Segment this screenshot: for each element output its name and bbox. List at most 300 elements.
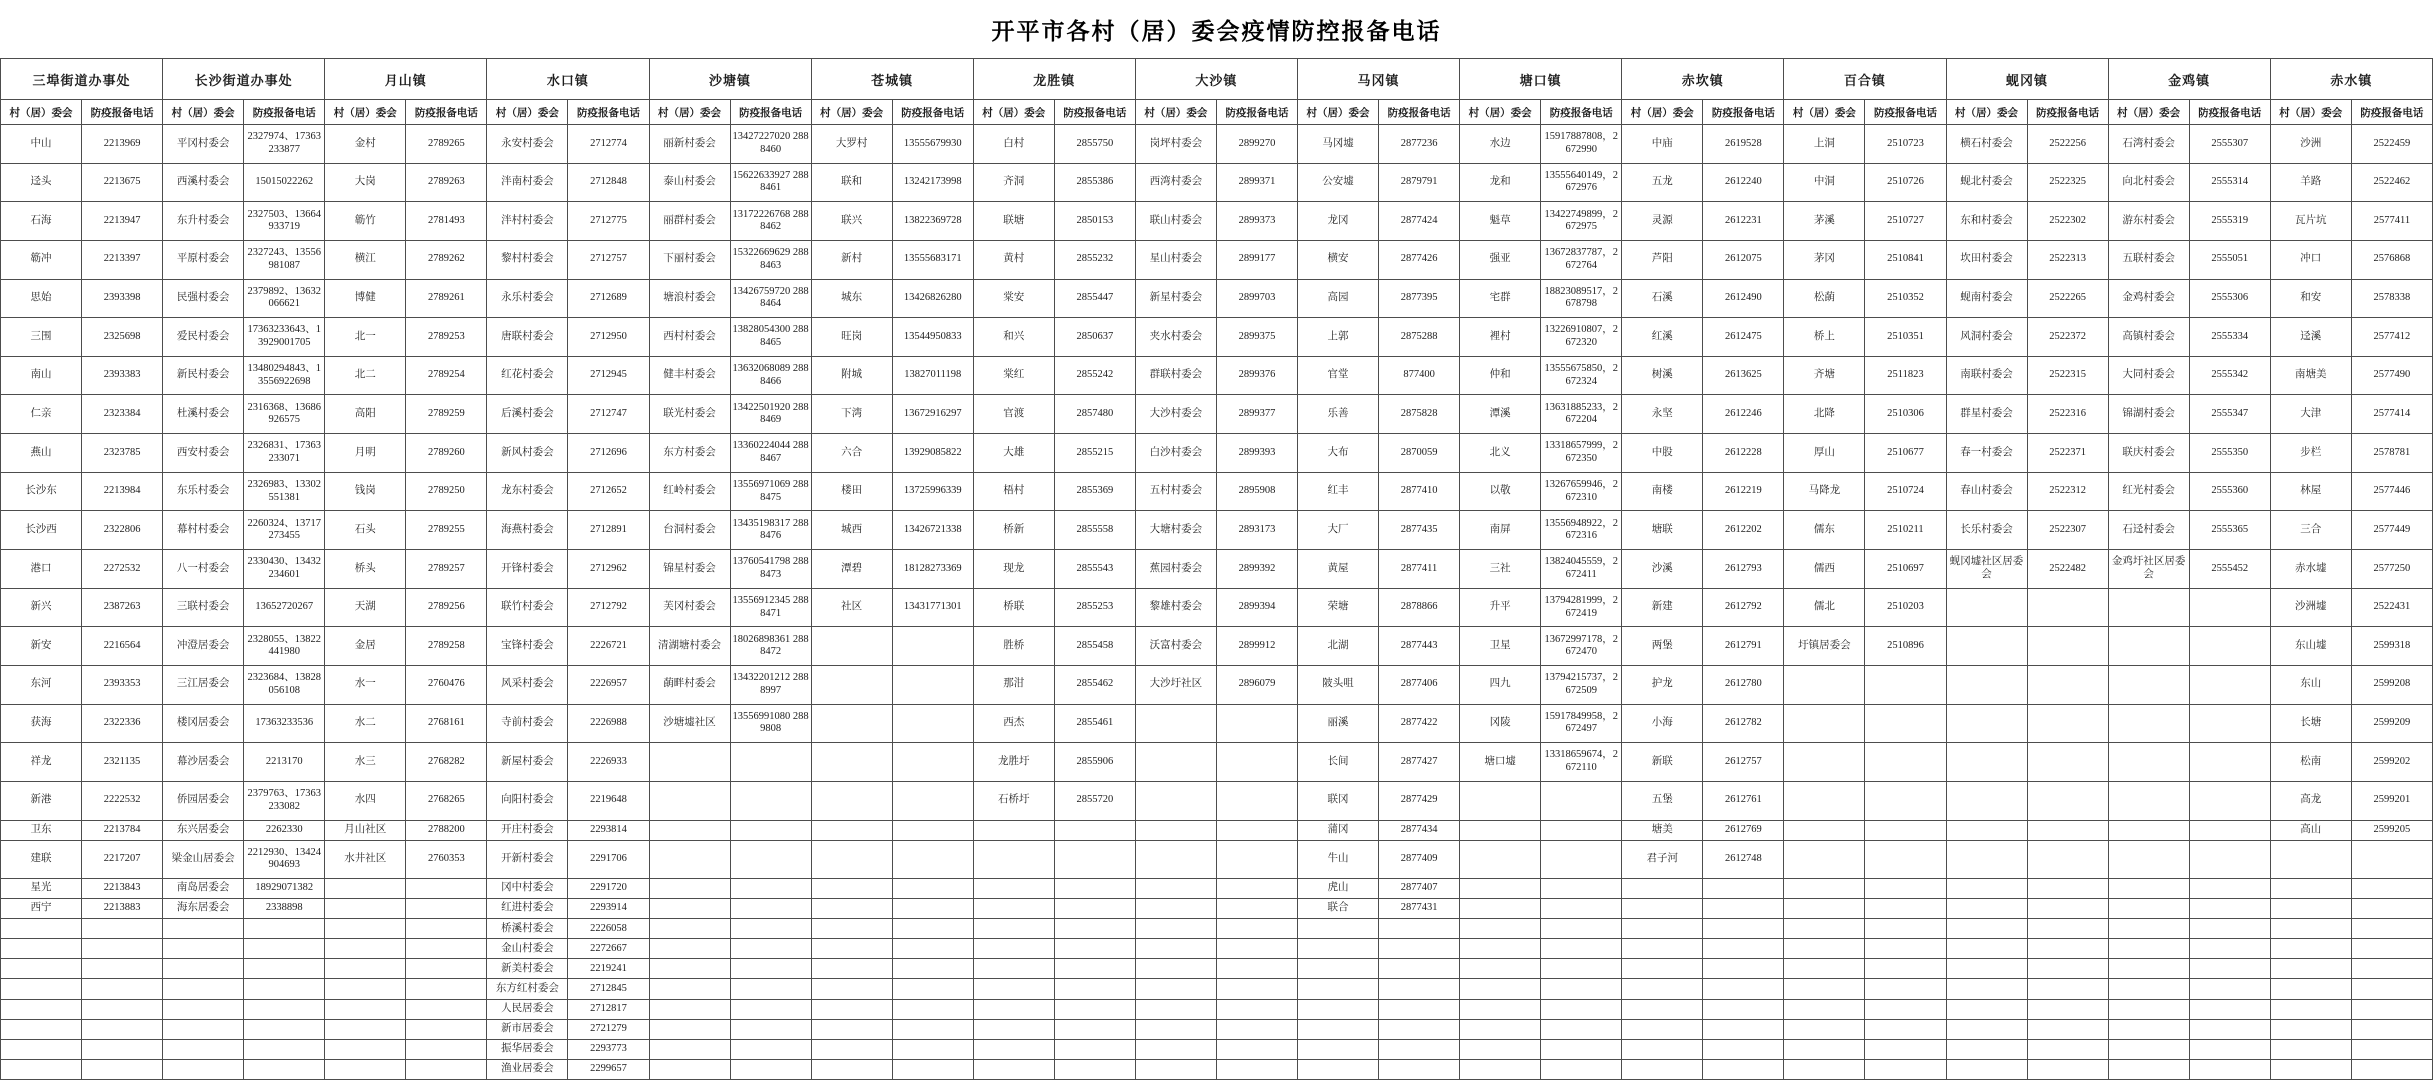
- village-cell: 联冈: [1298, 781, 1379, 820]
- village-cell: 中股: [1622, 434, 1703, 473]
- phone-column-header: 防疫报备电话: [1216, 100, 1297, 125]
- village-cell: 石海: [1, 202, 82, 241]
- phone-cell: 2510697: [1865, 550, 1946, 589]
- page-title: 开平市各村（居）委会疫情防控报备电话: [991, 18, 1442, 44]
- village-cell: 沙洲墟: [2270, 588, 2351, 627]
- village-cell: 龙东村委会: [487, 472, 568, 511]
- village-cell: 春一村委会: [1946, 434, 2027, 473]
- phone-column-header: 防疫报备电话: [1541, 100, 1622, 125]
- phone-cell: [1865, 1039, 1946, 1059]
- phone-cell: [1379, 999, 1460, 1019]
- phone-cell: 2899392: [1216, 550, 1297, 589]
- village-cell: 月明: [325, 434, 406, 473]
- village-cell: 齐塘: [1784, 356, 1865, 395]
- phone-cell: [1379, 1039, 1460, 1059]
- village-cell: 长沙西: [1, 511, 82, 550]
- village-cell: 水四: [325, 781, 406, 820]
- village-cell: [1135, 979, 1216, 999]
- phone-cell: 2272532: [82, 550, 163, 589]
- phone-cell: 2555319: [2189, 202, 2270, 241]
- village-column-header: 村（居）委会: [811, 100, 892, 125]
- phone-cell: 2216564: [82, 627, 163, 666]
- village-cell: 联山村委会: [1135, 202, 1216, 241]
- village-cell: [1784, 959, 1865, 979]
- village-cell: 桥溪村委会: [487, 919, 568, 939]
- phone-cell: [2027, 1019, 2108, 1039]
- phone-cell: [1541, 979, 1622, 999]
- phone-cell: 2326983、13302551381: [244, 472, 325, 511]
- table-row: [1, 879, 2433, 899]
- village-cell: [1135, 840, 1216, 879]
- village-cell: 芦阳: [1622, 240, 1703, 279]
- phone-cell: 2788200: [406, 820, 487, 840]
- phone-cell: 2613625: [1703, 356, 1784, 395]
- village-cell: [1460, 1039, 1541, 1059]
- village-cell: [1622, 879, 1703, 899]
- phone-cell: 2875288: [1379, 318, 1460, 357]
- village-cell: 陂头咀: [1298, 665, 1379, 704]
- phone-cell: 2899703: [1216, 279, 1297, 318]
- phone-cell: [1541, 1019, 1622, 1039]
- village-cell: 北二: [325, 356, 406, 395]
- phone-cell: [2351, 879, 2432, 899]
- village-cell: 林屋: [2270, 472, 2351, 511]
- phone-cell: [406, 899, 487, 919]
- village-cell: 高阳: [325, 395, 406, 434]
- phone-cell: [1865, 919, 1946, 939]
- village-cell: 灵源: [1622, 202, 1703, 241]
- village-cell: [1784, 1039, 1865, 1059]
- village-cell: 西杰: [973, 704, 1054, 743]
- village-cell: [2270, 959, 2351, 979]
- village-cell: 新安: [1, 627, 82, 666]
- phone-cell: 13929085822: [892, 434, 973, 473]
- phone-cell: 2522313: [2027, 240, 2108, 279]
- village-cell: 渔业居委会: [487, 1059, 568, 1079]
- phone-cell: [2189, 959, 2270, 979]
- village-cell: 卫星: [1460, 627, 1541, 666]
- village-cell: [2108, 704, 2189, 743]
- village-cell: 北湖: [1298, 627, 1379, 666]
- village-cell: [2270, 999, 2351, 1019]
- village-cell: 上郭: [1298, 318, 1379, 357]
- village-cell: 幕村村委会: [163, 511, 244, 550]
- table-body: [1, 125, 2433, 1080]
- phone-cell: 2789253: [406, 318, 487, 357]
- phone-cell: [1054, 999, 1135, 1019]
- village-cell: 新兴: [1, 588, 82, 627]
- village-cell: 中庙: [1622, 125, 1703, 164]
- phone-cell: 2899373: [1216, 202, 1297, 241]
- village-cell: 三江居委会: [163, 665, 244, 704]
- phone-cell: 2522459: [2351, 125, 2432, 164]
- phone-cell: [82, 999, 163, 1019]
- phone-cell: 2599202: [2351, 743, 2432, 782]
- village-cell: 向阳村委会: [487, 781, 568, 820]
- phone-cell: 2789259: [406, 395, 487, 434]
- village-cell: [811, 999, 892, 1019]
- phone-cell: 2213397: [82, 240, 163, 279]
- village-cell: [2108, 919, 2189, 939]
- village-cell: [2108, 939, 2189, 959]
- village-cell: [1, 1039, 82, 1059]
- village-cell: [2270, 840, 2351, 879]
- phone-cell: [2189, 840, 2270, 879]
- phone-cell: [2027, 840, 2108, 879]
- phone-cell: 2219241: [568, 959, 649, 979]
- village-cell: [1784, 665, 1865, 704]
- phone-cell: 13267659946，2672310: [1541, 472, 1622, 511]
- village-cell: 仁亲: [1, 395, 82, 434]
- village-cell: [325, 939, 406, 959]
- village-cell: 星山村委会: [1135, 240, 1216, 279]
- village-cell: [811, 781, 892, 820]
- village-cell: 永坚: [1622, 395, 1703, 434]
- phone-cell: [406, 959, 487, 979]
- village-column-header: 村（居）委会: [1784, 100, 1865, 125]
- phone-cell: 2768265: [406, 781, 487, 820]
- phone-column-header: 防疫报备电话: [892, 100, 973, 125]
- village-cell: 海东居委会: [163, 899, 244, 919]
- phone-cell: [1703, 959, 1784, 979]
- phone-cell: [1054, 820, 1135, 840]
- phone-cell: 13318659674，2672110: [1541, 743, 1622, 782]
- village-cell: [2108, 1039, 2189, 1059]
- table-row: [1, 356, 2433, 395]
- town-header: 马冈镇: [1298, 59, 1460, 100]
- village-cell: 以敬: [1460, 472, 1541, 511]
- village-cell: [811, 939, 892, 959]
- phone-cell: 2510727: [1865, 202, 1946, 241]
- phone-cell: [1216, 1019, 1297, 1039]
- village-cell: [163, 999, 244, 1019]
- table-row: [1, 840, 2433, 879]
- phone-cell: 15622633927 2888461: [730, 163, 811, 202]
- phone-cell: 2879791: [1379, 163, 1460, 202]
- phone-cell: [1703, 1059, 1784, 1079]
- village-cell: 泮村村委会: [487, 202, 568, 241]
- phone-cell: 2599205: [2351, 820, 2432, 840]
- phone-cell: [1379, 1059, 1460, 1079]
- village-cell: [1460, 1019, 1541, 1039]
- village-cell: 金居: [325, 627, 406, 666]
- village-cell: 塘美: [1622, 820, 1703, 840]
- village-cell: [1946, 1059, 2027, 1079]
- phone-cell: 2877410: [1379, 472, 1460, 511]
- village-cell: 长沙东: [1, 472, 82, 511]
- phone-cell: 2323384: [82, 395, 163, 434]
- village-cell: 锦星村委会: [649, 550, 730, 589]
- village-cell: [2270, 1039, 2351, 1059]
- village-cell: 金山村委会: [487, 939, 568, 959]
- village-cell: 新建: [1622, 588, 1703, 627]
- village-cell: 楼田: [811, 472, 892, 511]
- village-column-header: 村（居）委会: [1460, 100, 1541, 125]
- village-cell: 台洞村委会: [649, 511, 730, 550]
- phone-cell: [1703, 1039, 1784, 1059]
- table-row: [1, 999, 2433, 1019]
- phone-cell: 13426826280: [892, 279, 973, 318]
- phone-cell: 2510677: [1865, 434, 1946, 473]
- village-cell: 蓢畔村委会: [649, 665, 730, 704]
- village-cell: 沙塘墟社区: [649, 704, 730, 743]
- village-cell: 联合: [1298, 899, 1379, 919]
- phone-cell: [1216, 999, 1297, 1019]
- phone-cell: [1216, 939, 1297, 959]
- phone-cell: 2555307: [2189, 125, 2270, 164]
- village-cell: [1298, 939, 1379, 959]
- town-header: 赤水镇: [2270, 59, 2432, 100]
- phone-cell: [1379, 919, 1460, 939]
- phone-cell: 2510352: [1865, 279, 1946, 318]
- phone-cell: 13422501920 2888469: [730, 395, 811, 434]
- phone-cell: 2599201: [2351, 781, 2432, 820]
- phone-cell: [2351, 939, 2432, 959]
- village-cell: [1784, 1059, 1865, 1079]
- phone-column-header: 防疫报备电话: [730, 100, 811, 125]
- village-cell: 中山: [1, 125, 82, 164]
- village-cell: 胜桥: [973, 627, 1054, 666]
- phone-cell: 2612075: [1703, 240, 1784, 279]
- village-cell: [1622, 939, 1703, 959]
- town-header: 水口镇: [487, 59, 649, 100]
- phone-cell: 2555306: [2189, 279, 2270, 318]
- phone-cell: 2226721: [568, 627, 649, 666]
- village-cell: [1784, 999, 1865, 1019]
- phone-cell: [1216, 979, 1297, 999]
- village-cell: 松蓢: [1784, 279, 1865, 318]
- phone-cell: 2877424: [1379, 202, 1460, 241]
- village-cell: 沃富村委会: [1135, 627, 1216, 666]
- village-cell: 群联村委会: [1135, 356, 1216, 395]
- table-row: [1, 511, 2433, 550]
- phone-cell: [2027, 959, 2108, 979]
- phone-cell: [892, 665, 973, 704]
- phone-cell: 13555675850，2672324: [1541, 356, 1622, 395]
- phone-cell: 2612793: [1703, 550, 1784, 589]
- table-row: [1, 434, 2433, 473]
- village-cell: 大布: [1298, 434, 1379, 473]
- village-cell: [1135, 1059, 1216, 1079]
- phone-cell: 2855461: [1054, 704, 1135, 743]
- phone-cell: [406, 999, 487, 1019]
- village-cell: 永乐村委会: [487, 279, 568, 318]
- phone-cell: 13432201212 2888997: [730, 665, 811, 704]
- village-cell: [1, 919, 82, 939]
- phone-cell: [2189, 899, 2270, 919]
- phone-cell: [730, 999, 811, 1019]
- village-cell: [649, 879, 730, 899]
- phone-cell: [244, 1039, 325, 1059]
- phone-cell: 2789250: [406, 472, 487, 511]
- village-cell: [1460, 820, 1541, 840]
- phone-cell: [730, 743, 811, 782]
- village-cell: [1298, 959, 1379, 979]
- village-cell: [2108, 820, 2189, 840]
- phone-cell: [2351, 959, 2432, 979]
- phone-cell: [1216, 781, 1297, 820]
- village-cell: 下湾: [811, 395, 892, 434]
- village-cell: 东乐村委会: [163, 472, 244, 511]
- phone-cell: 2322336: [82, 704, 163, 743]
- phone-cell: 2855558: [1054, 511, 1135, 550]
- phone-cell: 2712747: [568, 395, 649, 434]
- village-cell: 月山社区: [325, 820, 406, 840]
- village-cell: 泮南村委会: [487, 163, 568, 202]
- village-cell: 燕山: [1, 434, 82, 473]
- phone-cell: [82, 939, 163, 959]
- phone-cell: 2612246: [1703, 395, 1784, 434]
- phone-cell: 2712757: [568, 240, 649, 279]
- phone-cell: 2599208: [2351, 665, 2432, 704]
- village-cell: 丽溪: [1298, 704, 1379, 743]
- village-cell: 城东: [811, 279, 892, 318]
- village-cell: 马冈墟: [1298, 125, 1379, 164]
- phone-cell: 2577446: [2351, 472, 2432, 511]
- phone-cell: [1865, 704, 1946, 743]
- phone-cell: [82, 979, 163, 999]
- phone-cell: 2875828: [1379, 395, 1460, 434]
- town-header: 大沙镇: [1135, 59, 1297, 100]
- village-cell: [1784, 879, 1865, 899]
- phone-cell: [1865, 939, 1946, 959]
- village-cell: [811, 1039, 892, 1059]
- village-cell: [649, 1019, 730, 1039]
- phone-cell: 2522462: [2351, 163, 2432, 202]
- phone-cell: [2027, 879, 2108, 899]
- village-cell: [811, 743, 892, 782]
- phone-cell: 2712696: [568, 434, 649, 473]
- phone-cell: 18128273369: [892, 550, 973, 589]
- phone-cell: [2189, 820, 2270, 840]
- phone-cell: 2213170: [244, 743, 325, 782]
- village-cell: 东山: [2270, 665, 2351, 704]
- phone-cell: 2213675: [82, 163, 163, 202]
- village-cell: 附城: [811, 356, 892, 395]
- phone-cell: 2212930、13424904693: [244, 840, 325, 879]
- phone-cell: 2510723: [1865, 125, 1946, 164]
- village-cell: 天湖: [325, 588, 406, 627]
- village-cell: 黎村村委会: [487, 240, 568, 279]
- phone-cell: 2855215: [1054, 434, 1135, 473]
- village-cell: 步栏: [2270, 434, 2351, 473]
- village-cell: [163, 1039, 244, 1059]
- village-cell: [811, 879, 892, 899]
- phone-cell: 2291706: [568, 840, 649, 879]
- phone-column-header: 防疫报备电话: [1379, 100, 1460, 125]
- phone-cell: [2027, 627, 2108, 666]
- village-cell: [649, 781, 730, 820]
- village-cell: [811, 1059, 892, 1079]
- phone-cell: [2189, 743, 2270, 782]
- phone-cell: [1541, 1059, 1622, 1079]
- village-cell: [2108, 743, 2189, 782]
- town-header: 长沙街道办事处: [163, 59, 325, 100]
- phone-cell: 2877407: [1379, 879, 1460, 899]
- phone-cell: 2877429: [1379, 781, 1460, 820]
- phone-cell: 2522312: [2027, 472, 2108, 511]
- village-cell: [649, 999, 730, 1019]
- phone-cell: 2721279: [568, 1019, 649, 1039]
- phone-cell: [2351, 840, 2432, 879]
- town-header: 三埠街道办事处: [1, 59, 163, 100]
- village-cell: 南山: [1, 356, 82, 395]
- village-cell: [163, 1019, 244, 1039]
- phone-cell: 13426759720 2888464: [730, 279, 811, 318]
- village-cell: [325, 899, 406, 919]
- village-cell: [1784, 840, 1865, 879]
- village-cell: 大沙圩社区: [1135, 665, 1216, 704]
- phone-cell: 2510896: [1865, 627, 1946, 666]
- village-cell: [1460, 879, 1541, 899]
- village-cell: 红光村委会: [2108, 472, 2189, 511]
- phone-cell: 13794281999，2672419: [1541, 588, 1622, 627]
- phone-cell: 2393353: [82, 665, 163, 704]
- phone-cell: 2213984: [82, 472, 163, 511]
- phone-cell: 13242173998: [892, 163, 973, 202]
- table-row: [1, 899, 2433, 919]
- phone-cell: 2712845: [568, 979, 649, 999]
- village-cell: [1298, 979, 1379, 999]
- village-cell: 冈中村委会: [487, 879, 568, 899]
- village-cell: [1, 1019, 82, 1039]
- village-cell: 新风村委会: [487, 434, 568, 473]
- phone-cell: 2577412: [2351, 318, 2432, 357]
- phone-cell: 2222532: [82, 781, 163, 820]
- table-row: [1, 550, 2433, 589]
- table-row: [1, 665, 2433, 704]
- table-row: [1, 125, 2433, 164]
- phone-cell: 2877435: [1379, 511, 1460, 550]
- village-cell: 联竹村委会: [487, 588, 568, 627]
- village-cell: [973, 919, 1054, 939]
- village-cell: 风洞村委会: [1946, 318, 2027, 357]
- phone-cell: 13556971069 2888475: [730, 472, 811, 511]
- village-cell: 中洞: [1784, 163, 1865, 202]
- phone-cell: 2510724: [1865, 472, 1946, 511]
- village-cell: [1784, 820, 1865, 840]
- village-cell: 西宁: [1, 899, 82, 919]
- village-cell: [1298, 1039, 1379, 1059]
- village-cell: 西湾村委会: [1135, 163, 1216, 202]
- village-cell: 冲澄居委会: [163, 627, 244, 666]
- village-cell: [1135, 743, 1216, 782]
- phone-cell: [244, 999, 325, 1019]
- phone-cell: [892, 627, 973, 666]
- village-cell: [973, 979, 1054, 999]
- village-cell: [1946, 999, 2027, 1019]
- phone-cell: 2899375: [1216, 318, 1297, 357]
- village-cell: 塘联: [1622, 511, 1703, 550]
- village-column-header: 村（居）委会: [487, 100, 568, 125]
- phone-cell: 2712962: [568, 550, 649, 589]
- phone-cell: [730, 781, 811, 820]
- phone-cell: 13827011198: [892, 356, 973, 395]
- phone-cell: [2189, 999, 2270, 1019]
- phone-cell: 2877395: [1379, 279, 1460, 318]
- phone-cell: [892, 919, 973, 939]
- village-cell: [973, 959, 1054, 979]
- village-cell: [1784, 939, 1865, 959]
- phone-cell: 2789256: [406, 588, 487, 627]
- village-cell: [325, 919, 406, 939]
- phone-cell: 2612231: [1703, 202, 1784, 241]
- village-cell: 侨园居委会: [163, 781, 244, 820]
- village-cell: [649, 919, 730, 939]
- phone-cell: [1054, 919, 1135, 939]
- phone-cell: [1703, 939, 1784, 959]
- phone-cell: 2510841: [1865, 240, 1946, 279]
